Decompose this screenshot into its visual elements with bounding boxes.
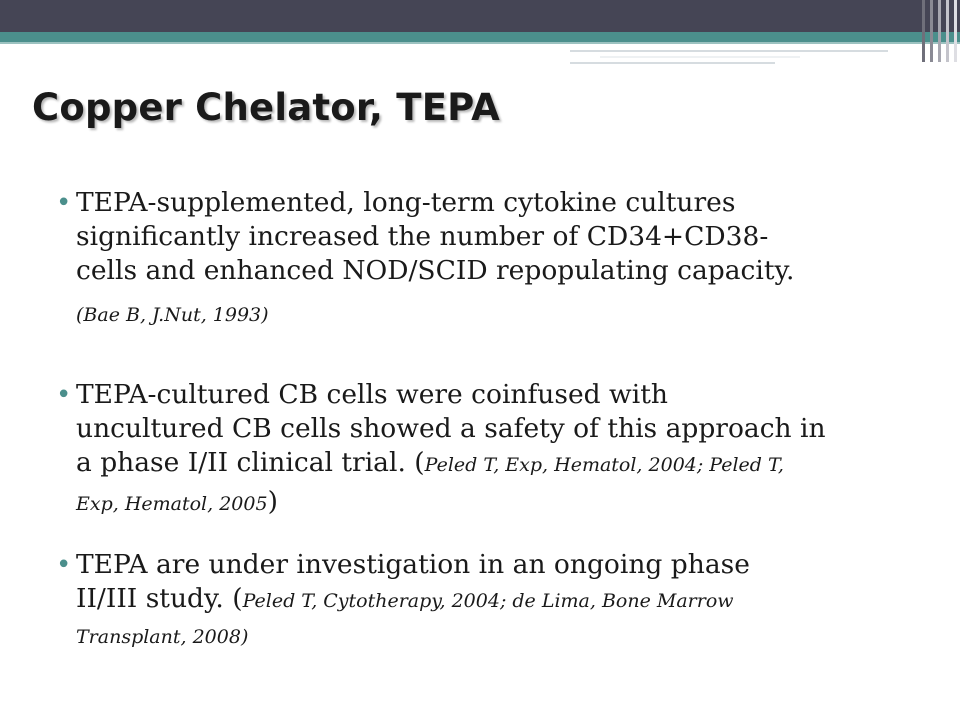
bullet-text-line: uncultured CB cells showed a safety of this approach in xyxy=(76,413,826,444)
citation: Peled T, Exp, Hematol, 2004; Peled T, xyxy=(424,454,784,476)
decorative-bar xyxy=(946,0,949,62)
decorative-line xyxy=(570,62,775,64)
bullet-text-line: significantly increased the number of CD34+CD38- xyxy=(76,221,769,252)
bullet-text-line xyxy=(76,582,936,618)
bullet-text-line xyxy=(76,618,936,654)
bullet-icon: • xyxy=(56,188,72,218)
bullet-text-line: TEPA are under investigation in an ongoing phase xyxy=(76,549,750,580)
decorative-line xyxy=(570,50,888,52)
bullet-item xyxy=(56,378,936,524)
decorative-line xyxy=(600,56,800,58)
bullet-text: II/III study. ( xyxy=(76,583,243,614)
bullet-text-line: TEPA-cultured CB cells were coinfused with xyxy=(76,379,668,410)
slide-body xyxy=(56,186,936,654)
bullet-list xyxy=(56,186,936,654)
header-band xyxy=(0,0,960,32)
bullet-item xyxy=(56,186,936,328)
bullet-text: ) xyxy=(267,486,278,517)
accent-band-highlight xyxy=(0,42,960,44)
decorative-vertical-bars xyxy=(920,0,960,62)
decorative-bar xyxy=(922,0,925,62)
bullet-icon: • xyxy=(56,550,72,580)
citation: Exp, Hematol, 2005 xyxy=(76,493,268,515)
bullet-text-line: cells and enhanced NOD/SCID repopulating capacity. xyxy=(76,255,795,286)
citation: Peled T, Cytotherapy, 2004; de Lima, Bone Marrow xyxy=(242,590,734,612)
bullet-text: a phase I/II clinical trial. ( xyxy=(76,447,425,478)
bullet-text-line xyxy=(76,482,936,524)
bullet-text-line xyxy=(76,446,936,482)
decorative-bar xyxy=(930,0,933,62)
citation: Transplant, 2008) xyxy=(76,626,249,648)
bullet-text-line: TEPA-supplemented, long-term cytokine cultures xyxy=(76,187,736,218)
bullet-item xyxy=(56,548,936,654)
citation: (Bae B, J.Nut, 1993) xyxy=(76,304,269,326)
slide-title: Copper Chelator, TEPA xyxy=(32,86,500,129)
bullet-icon: • xyxy=(56,380,72,410)
decorative-bar xyxy=(938,0,941,62)
accent-band xyxy=(0,32,960,42)
decorative-bar xyxy=(954,0,957,62)
